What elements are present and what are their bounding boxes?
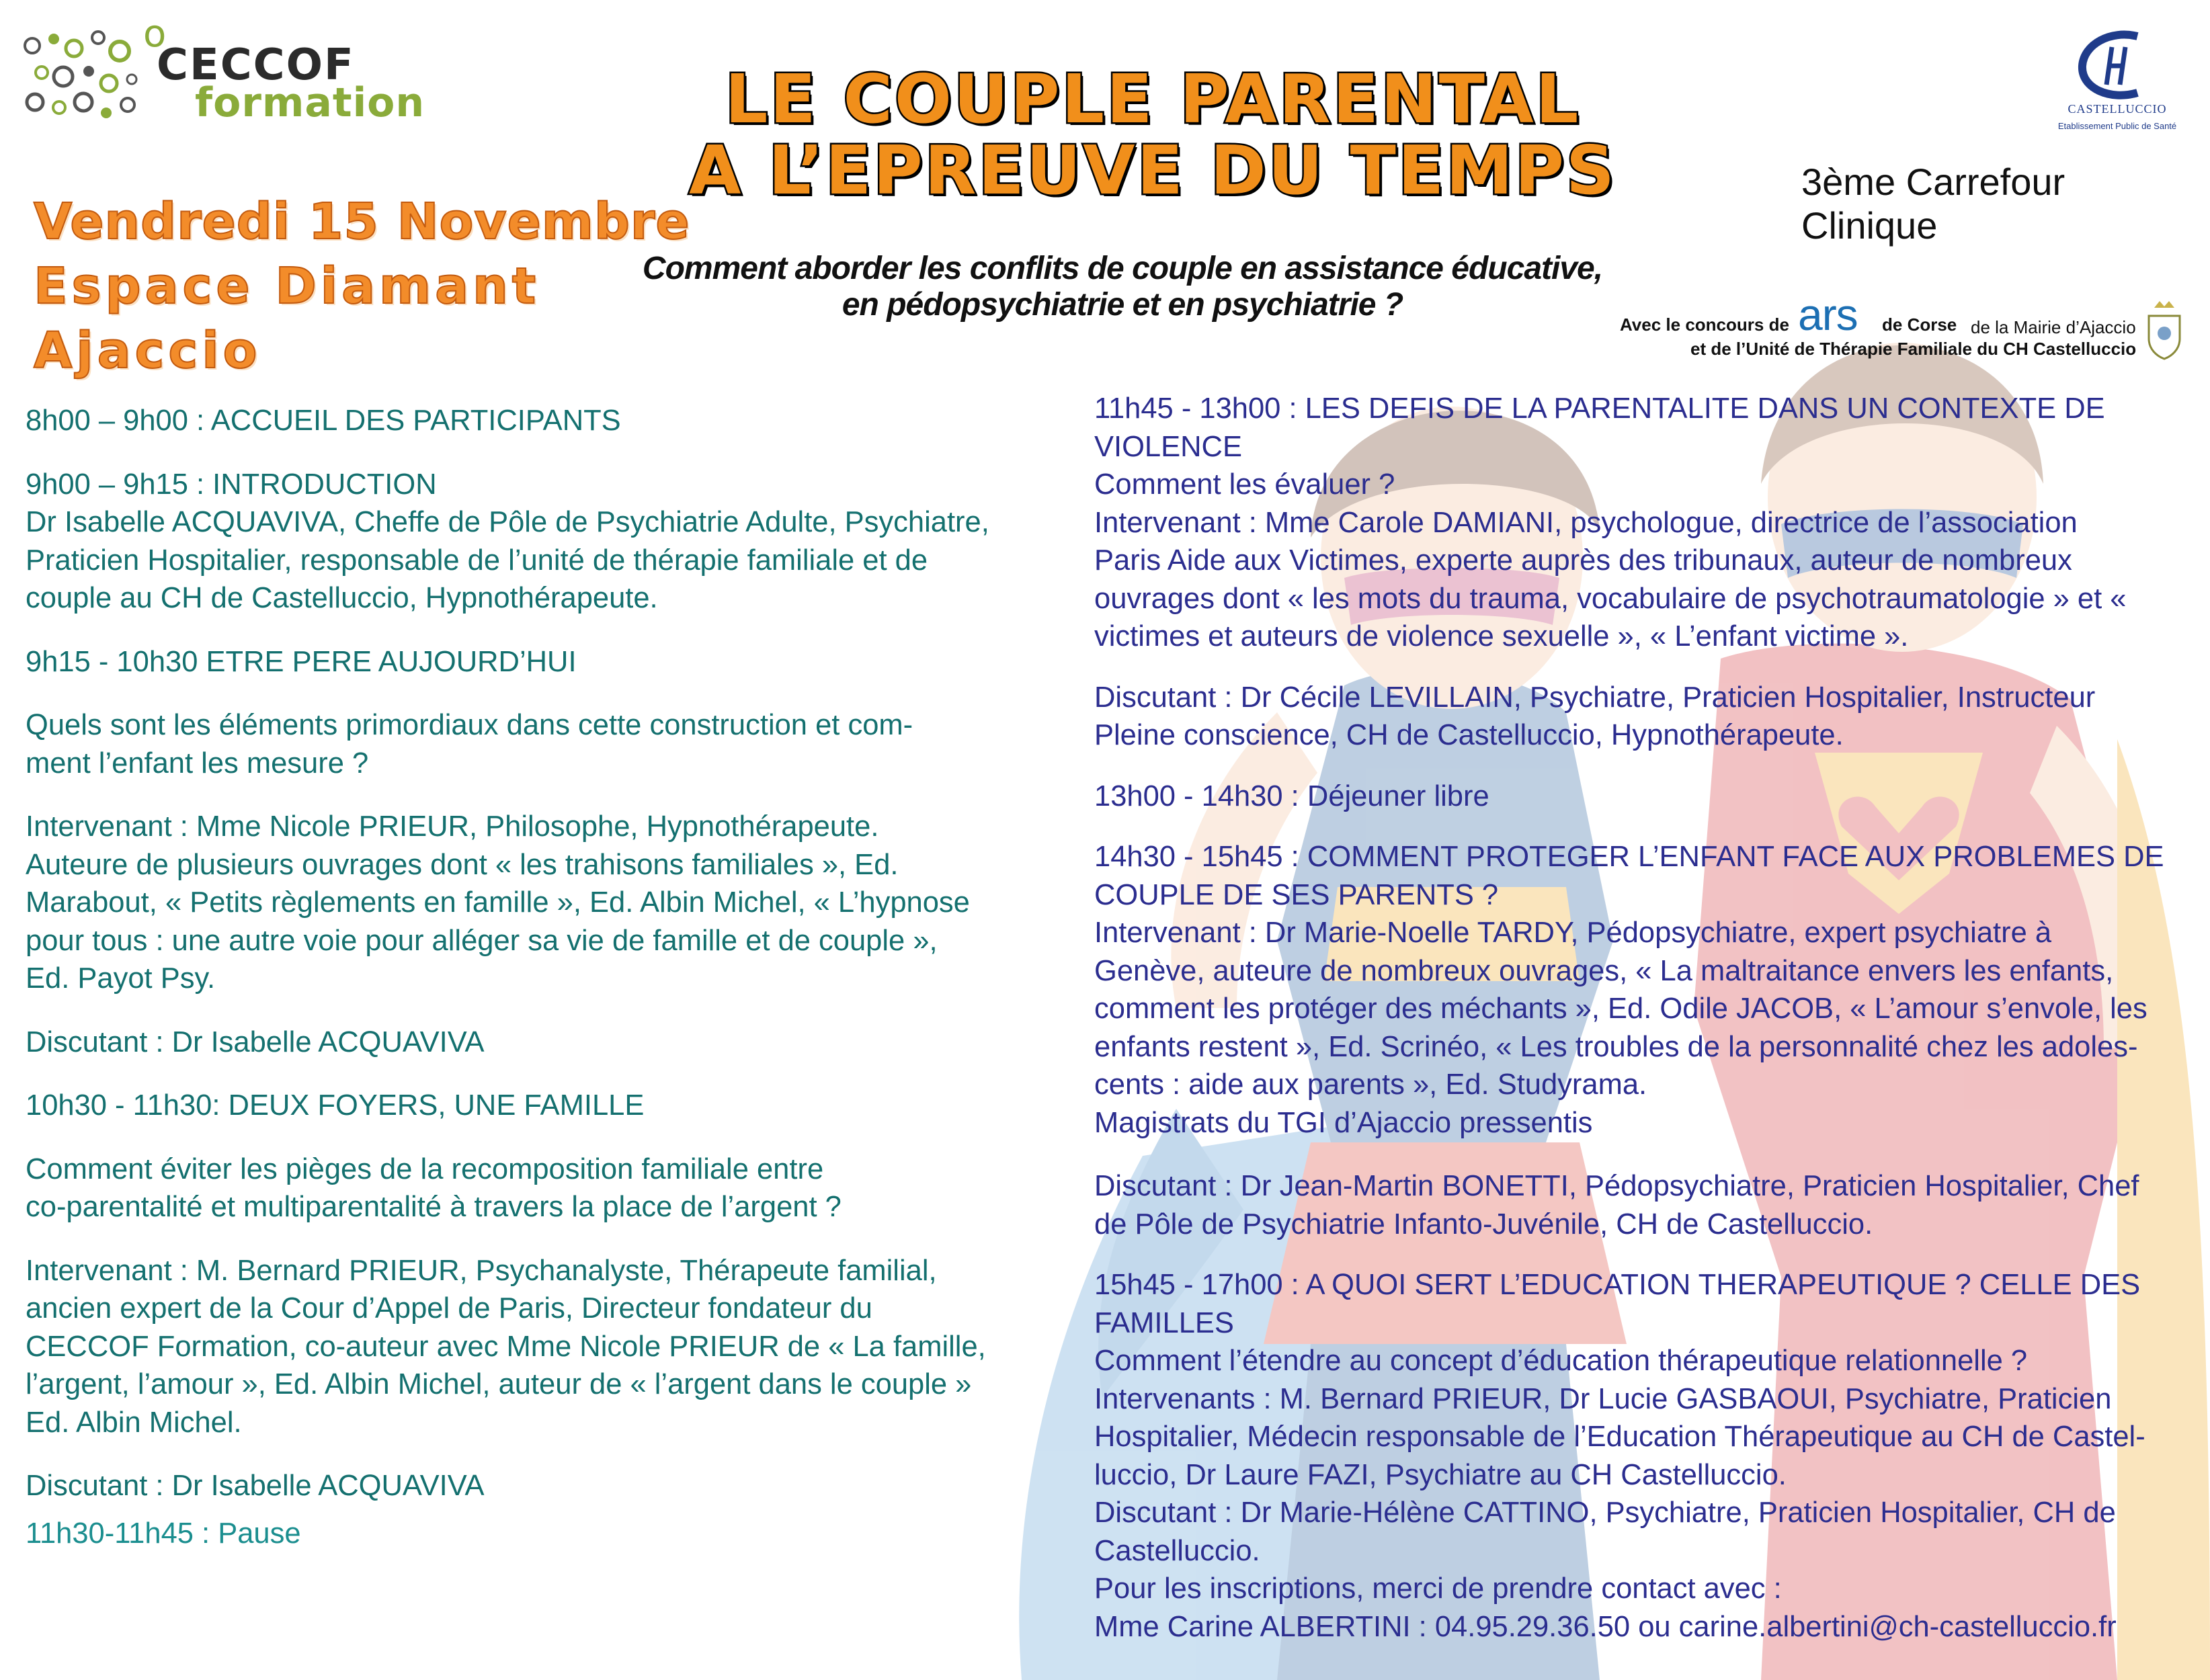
program-line: Magistrats du TGI d’Ajaccio pressentis [1094,1106,1593,1139]
program-line: luccio, Dr Laure FAZI, Psychiatre au CH Castelluccio. [1094,1458,1787,1491]
program-block [1094,1167,2183,1243]
subtitle-line-2: en pédopsychiatrie et en psychiatrie ? [842,287,1403,323]
program-line: Comment les évaluer ? [1094,468,1395,501]
program-line: 9h00 – 9h15 : INTRODUCTION [26,468,437,501]
program-block [26,643,1040,681]
event-date: Vendredi 15 Novembre [34,193,690,251]
program-line: comment les protéger des méchants », Ed. Odile JACOB, « L’amour s’envole, les [1094,993,2147,1025]
program-left-column [26,402,1040,1552]
ceccof-dots-logo [19,19,147,126]
program-right-column [1094,390,2183,1646]
program-block [1094,838,2183,1142]
program-block [26,706,1040,782]
program-line: Pleine conscience, CH de Castelluccio, Hypnothérapeute. [1094,719,1844,751]
program-line: 11h45 - 13h00 : LES DEFIS DE LA PARENTALITE DANS UN CONTEXTE DE [1094,392,2105,425]
program-line: pour tous : une autre voie pour alléger sa vie de famille et de couple », [26,924,938,957]
program-line: ment l’enfant les mesure ? [26,747,369,780]
program-line: FAMILLES [1094,1306,1234,1339]
program-line: 13h00 - 14h30 : Déjeuner libre [1094,780,1489,812]
program-line: 14h30 - 15h45 : COMMENT PROTEGER L’ENFANT FACE AUX PROBLEMES DE [1094,841,2164,873]
castelluccio-emblem-icon [2037,27,2198,101]
program-line: Marabout, « Petits règlements en famille », Ed. Albin Michel, « L’hypnose [26,886,970,919]
carrefour-clinique-label: 3ème Carrefour Clinique [1801,161,2065,247]
program-block [26,402,1040,440]
event-venue: Espace Diamant [34,257,540,315]
program-line: Ed. Payot Psy. [26,962,216,995]
event-city: Ajaccio [34,322,261,380]
program-line: cents : aide aux parents », Ed. Studyrama. [1094,1068,1647,1101]
program-block [26,1252,1040,1442]
program-line: enfants restent », Ed. Scrinéo, « Les troubles de la personnalité chez les adoles- [1094,1030,2138,1063]
program-line: Genève, auteure de nombreux ouvrages, « La maltraitance envers les enfants, [1094,954,2114,987]
program-block [26,1023,1040,1062]
program-line: Quels sont les éléments primordiaux dans cette construction et com- [26,709,913,741]
castelluccio-subtitle: Etablissement Public de Santé [2057,121,2177,131]
program-line: ancien expert de la Cour d’Appel de Paris, Directeur fondateur du [26,1292,872,1325]
program-line: de Pôle de Psychiatrie Infanto-Juvénile, CH de Castelluccio. [1094,1208,1873,1241]
logo-small-o: o [143,12,167,56]
program-line: Comment l’étendre au concept d’éducation thérapeutique relationnelle ? [1094,1345,2028,1377]
program-block [1094,679,2183,755]
title-line-2: A L’EPREUVE DU TEMPS [689,131,1616,210]
castelluccio-logo [2037,27,2198,141]
subtitle-line-1: Comment aborder les conflits de couple en assistance éducative, [642,251,1603,286]
logo-ceccof-text: CECCOF [157,40,355,90]
program-line: Hospitalier, Médecin responsable de l’Education Thérapeutique au CH de Castel- [1094,1421,2145,1453]
ceccof-formation-logo [19,12,436,126]
program-line: VIOLENCE [1094,430,1242,463]
sponsor-block [1620,289,2198,363]
sponsor-with-label: Avec le concours de [1620,314,1789,335]
program-line: Discutant : Dr Isabelle ACQUAVIVA [26,1025,485,1058]
program-line: Paris Aide aux Victimes, experte auprès des tribunaux, auteur de nombreux [1094,544,2072,577]
program-line: ouvrages dont « les mots du trauma, vocabulaire de psychotraumatologie » et « [1094,582,2127,615]
program-line: co-parentalité et multiparentalité à travers la place de l’argent ? [26,1191,842,1223]
program-line: Intervenant : Dr Marie-Noelle TARDY, Pédopsychiatre, expert psychiatre à [1094,917,2052,949]
program-block [1094,1266,2183,1646]
program-line: COUPLE DE SES PARENTS ? [1094,878,1499,911]
program-line: 15h45 - 17h00 : A QUOI SERT L’EDUCATION THERAPEUTIQUE ? CELLE DES [1094,1269,2141,1301]
program-line: Ed. Albin Michel. [26,1406,242,1439]
program-block [26,1150,1040,1226]
program-block [1094,390,2183,656]
program-line: Pour les inscriptions, merci de prendre contact avec : [1094,1572,1782,1605]
program-line: Discutant : Dr Jean-Martin BONETTI, Pédopsychiatre, Praticien Hospitalier, Chef [1094,1170,2139,1202]
program-line: Discutant : Dr Isabelle ACQUAVIVA [26,1470,485,1502]
program-line: Comment éviter les pièges de la recomposition familiale entre [26,1152,824,1185]
program-line: Dr Isabelle ACQUAVIVA, Cheffe de Pôle de Psychiatrie Adulte, Psychiatre, [26,506,989,538]
subtitle [551,251,1694,323]
program-block [26,1087,1040,1125]
program-block [1094,778,2183,816]
program-line: l’argent, l’amour », Ed. Albin Michel, auteur de « l’argent dans le couple » [26,1368,972,1400]
program-line: Auteure de plusieurs ouvrages dont « les trahisons familiales », Ed. [26,848,899,881]
program-block [26,1467,1040,1505]
program-line: Discutant : Dr Marie-Hélène CATTINO, Psychiatre, Praticien Hospitalier, CH de [1094,1497,2116,1529]
sponsor-mairie-label: de la Mairie d’Ajaccio [1971,317,2136,337]
ars-logo: ars [1798,290,1858,339]
sponsor-corse-label: de Corse [1882,314,1957,335]
contact-line: Mme Carine ALBERTINI : 04.95.29.36.50 ou carine.albertini@ch-castelluccio.fr [1094,1610,2117,1643]
program-line: couple au CH de Castelluccio, Hypnothérapeute. [26,582,658,614]
ajaccio-crest [2141,296,2188,363]
program-line: Intervenant : M. Bernard PRIEUR, Psychanalyste, Thérapeute familial, [26,1254,937,1287]
program-line: victimes et auteurs de violence sexuelle », « L’enfant victime ». [1094,620,1909,653]
program-line: Castelluccio. [1094,1534,1260,1567]
logo-formation-text: formation [195,79,425,126]
sponsor-unit-label: et de l’Unité de Thérapie Familiale du CH Castelluccio [1690,339,2137,359]
program-line: 8h00 – 9h00 : ACCUEIL DES PARTICIPANTS [26,405,621,437]
program-line: CECCOF Formation, co-auteur avec Mme Nicole PRIEUR de « La famille, [26,1330,986,1363]
program-line: Intervenant : Mme Nicole PRIEUR, Philosophe, Hypnothérapeute. [26,810,879,843]
program-block [26,808,1040,998]
title-line-1: LE COUPLE PARENTAL [725,60,1581,138]
pause-line: 11h30-11h45 : Pause [26,1517,301,1550]
program-line: Intervenants : M. Bernard PRIEUR, Dr Lucie GASBAOUI, Psychiatre, Praticien [1094,1382,2112,1415]
program-line: Praticien Hospitalier, responsable de l’unité de thérapie familiale et de [26,544,928,577]
program-line: 9h15 - 10h30 ETRE PERE AUJOURD’HUI [26,645,577,678]
program-line: Intervenant : Mme Carole DAMIANI, psychologue, directrice de l’association [1094,506,2078,539]
program-line: 10h30 - 11h30: DEUX FOYERS, UNE FAMILLE [26,1089,645,1122]
castelluccio-name: CASTELLUCCIO [2068,102,2167,116]
program-block [26,466,1040,618]
page-title [605,60,1701,210]
program-line: Discutant : Dr Cécile LEVILLAIN, Psychiatre, Praticien Hospitalier, Instructeur [1094,681,2096,714]
